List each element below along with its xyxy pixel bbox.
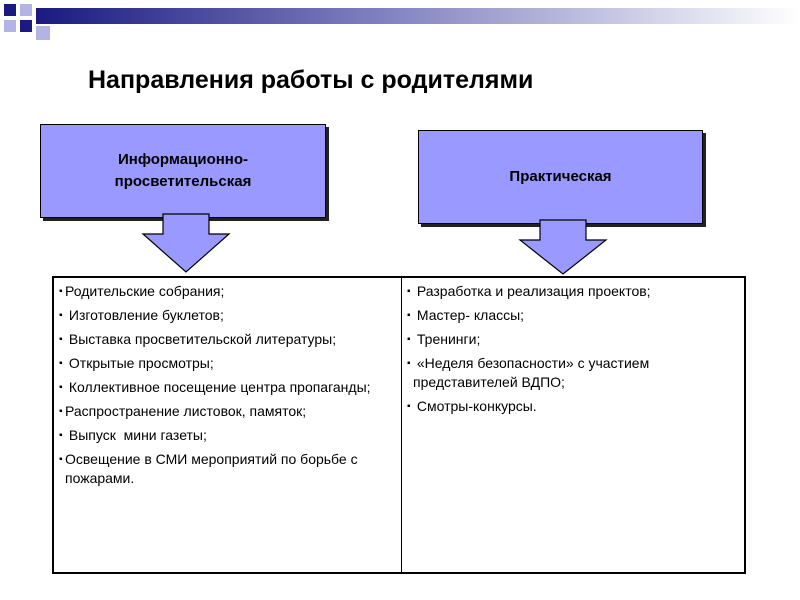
- bullet-icon: ▪: [59, 286, 63, 297]
- list-item: [59, 282, 397, 301]
- block-informational: [40, 124, 326, 218]
- arrow-down-icon: [141, 212, 231, 274]
- bullet-icon: ▪: [59, 334, 63, 345]
- block-informational-label-line1: Информационно-: [117, 151, 249, 168]
- list-item: [407, 306, 740, 325]
- list-item: [59, 354, 397, 373]
- list-item-text: Родительские собрания;: [65, 283, 225, 299]
- list-item-text: Разработка и реализация проектов;: [413, 283, 651, 299]
- bullet-icon: ▪: [59, 454, 63, 465]
- list-item: [59, 330, 397, 349]
- bullet-icon: ▪: [407, 358, 411, 369]
- practical-list-column: [402, 278, 744, 572]
- informational-list-column: [54, 278, 402, 572]
- deco-square-dark: [20, 20, 32, 32]
- bullet-icon: ▪: [59, 406, 63, 417]
- list-item: [59, 450, 397, 488]
- bullet-icon: ▪: [407, 286, 411, 297]
- bullet-icon: ▪: [59, 310, 63, 321]
- informational-list: [59, 282, 397, 488]
- arrow-down-icon: [518, 218, 608, 276]
- list-item: [407, 330, 740, 349]
- bullet-icon: ▪: [59, 382, 63, 393]
- list-item: [59, 378, 397, 397]
- list-item: [59, 402, 397, 421]
- list-item-text: Выпуск мини газеты;: [65, 427, 207, 443]
- list-item: [407, 397, 740, 416]
- list-item-text: Тренинги;: [413, 331, 481, 347]
- list-item-text: Распространение листовок, памяток;: [65, 403, 307, 419]
- list-item: [407, 282, 740, 301]
- deco-square-light: [20, 4, 32, 16]
- list-item-text: Открытые просмотры;: [65, 355, 214, 371]
- list-item: [59, 426, 397, 445]
- bullet-icon: ▪: [407, 310, 411, 321]
- list-item-text: Смотры-конкурсы.: [413, 398, 537, 414]
- list-item-text: «Неделя безопасности» с участием представителей ВДПО;: [413, 355, 654, 390]
- practical-list: [407, 282, 740, 416]
- list-item-text: Мастер- классы;: [413, 307, 525, 323]
- list-item-text: Изготовление буклетов;: [65, 307, 224, 323]
- deco-square-dark: [4, 4, 16, 16]
- list-item-text: Освещение в СМИ мероприятий по борьбе с пожарами.: [65, 451, 362, 486]
- list-item: [407, 354, 740, 392]
- deco-bar: [36, 8, 800, 24]
- list-item-text: Коллективное посещение центра пропаганды;: [65, 379, 371, 395]
- bullet-icon: ▪: [407, 334, 411, 345]
- deco-square-light: [4, 20, 16, 32]
- header-decoration: [0, 0, 800, 60]
- directions-table: [52, 276, 746, 574]
- bullet-icon: ▪: [59, 358, 63, 369]
- bullet-icon: ▪: [59, 430, 63, 441]
- bullet-icon: ▪: [407, 401, 411, 412]
- block-practical-label: Практическая: [509, 168, 612, 185]
- list-item: [59, 306, 397, 325]
- list-item-text: Выставка просветительской литературы;: [65, 331, 337, 347]
- block-practical: [418, 130, 703, 224]
- page-title: Направления работы с родителями: [88, 66, 534, 94]
- deco-square-light: [36, 26, 50, 40]
- block-informational-label-line2: просветительская: [114, 173, 252, 190]
